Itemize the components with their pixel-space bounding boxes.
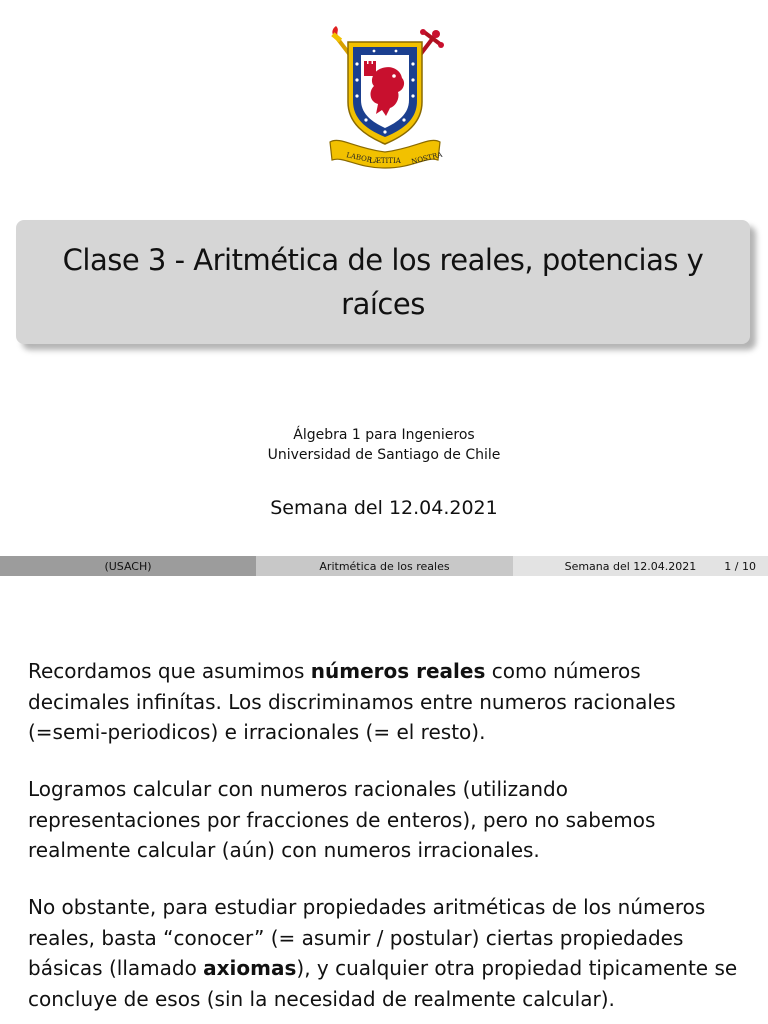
footer-institution: (USACH) [0,556,256,576]
slide-title: Clase 3 - Aritmética de los reales, potencias y raíces [62,243,704,321]
footer-date-page [513,556,768,576]
paragraph-real-numbers: Recordamos que asumimos números reales como números decimales infinítas. Los discriminamos entre numeros racionales (=semi-periodicos) e irracionales (= el resto). [28,659,676,744]
footer-page-number: 1 / 10 [724,559,756,573]
emphasis-axiomas: axiomas [203,956,297,980]
footer-date: Semana del 12.04.2021 [564,559,697,573]
usach-crest-logo [326,24,444,170]
paragraph-axioms: No obstante, para estudiar propiedades aritméticas de los números reales, basta “conocer” (= asumir / postular) ciertas propiedades básicas (llamado axiomas), y cualquier otra propiedad tipicamente se concluye de esos (sin la necesidad de realmente calcular). [28,895,738,1011]
emphasis-numeros-reales: números reales [310,659,486,683]
svg-text:NOSTRA: NOSTRA [410,150,444,166]
university-name: Universidad de Santiago de Chile [267,447,501,463]
beamer-footer [0,556,768,576]
date-line: Semana del 12.04.2021 [270,497,498,519]
content-slide [0,578,768,1024]
paragraph-calculation: Logramos calcular con numeros racionales (utilizando representaciones por fracciones de enteros), pero no sabemos realmente calcular (aún) con numeros irracionales. [28,777,656,862]
footer-short-title: Aritmética de los reales [256,556,513,576]
svg-text:LÆTITIA: LÆTITIA [369,157,401,165]
course-name: Álgebra 1 para Ingenieros [293,427,475,443]
svg-text:LABOR: LABOR [345,151,373,165]
title-box [16,220,750,344]
